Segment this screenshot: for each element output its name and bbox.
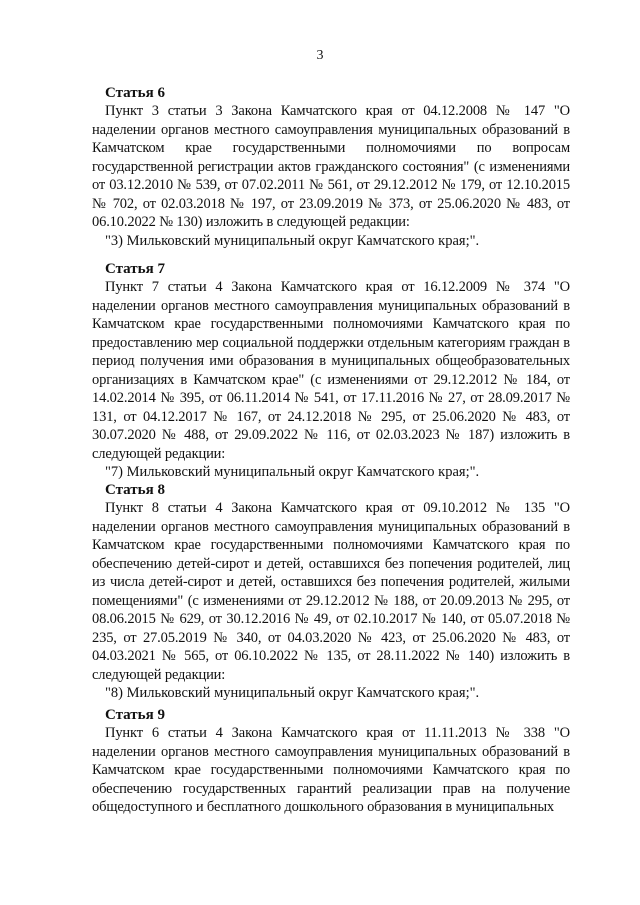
article-quote: "7) Мильковский муниципальный округ Камчатского края;". [105, 464, 480, 480]
article-text: Пункт 6 статьи 4 Закона Камчатского края от 11.11.2013 № 338 "О наделении органов местного самоуправления муниципальных образований в Камчатском крае государственными полномочиями Камчатского края по обеспечению государственных гарантий реализации прав на получение общедоступного и бесплатного дошкольного образования в муниципальных [92, 725, 570, 815]
article-quote: "8) Мильковский муниципальный округ Камчатского края;". [105, 685, 480, 701]
article-9 [92, 706, 570, 817]
article-text: Пункт 3 статьи 3 Закона Камчатского края от 04.12.2008 № 147 "О наделении органов местного самоуправления муниципальных образований в Камчатском крае государственными полномочиями по вопросам государственной регистрации актов гражданского состояния" (с изменениями от 03.12.2010 № 539, от 07.02.2011 № 561, от 29.12.2012 № 179, от 12.10.2015 № 702, от 02.03.2018 № 197, от 23.09.2019 № 373, от 25.06.2020 № 483, от 06.10.2022 № 130) изложить в следующей редакции: [92, 103, 570, 230]
article-text: Пункт 7 статьи 4 Закона Камчатского края от 16.12.2009 № 374 "О наделении органов местного самоуправления муниципальных образований в Камчатском крае государственными полномочиями Камчатского края по предоставлению мер социальной поддержки отдельным категориям граждан в период получения ими образования в муниципальных общеобразовательных организациях в Камчатском крае" (с изменениями от 29.12.2012 № 184, от 14.02.2014 № 395, от 06.11.2014 № 541, от 17.11.2016 № 27, от 28.09.2017 № 131, от 04.12.2017 № 167, от 24.12.2018 № 295, от 25.06.2020 № 483, от 30.07.2020 № 488, от 29.09.2022 № 116, от 02.03.2023 № 187) изложить в следующей редакции: [92, 279, 570, 462]
article-6 [92, 84, 570, 250]
article-title: Статья 7 [105, 261, 165, 277]
article-quote: "3) Мильковский муниципальный округ Камчатского края;". [105, 232, 480, 249]
article-text: Пункт 8 статьи 4 Закона Камчатского края от 09.10.2012 № 135 "О наделении органов местного самоуправления муниципальных образований в Камчатском крае государственными полномочиями Камчатского края по обеспечению детей-сирот и детей, оставшихся без попечения родителей, лиц из числа детей-сирот и детей, оставшихся без попечения родителей, жилыми помещениями" (с изменениями от 29.12.2012 № 188, от 20.09.2013 № 295, от 08.06.2015 № 629, от 30.12.2016 № 49, от 02.10.2017 № 140, от 05.07.2018 № 235, от 27.05.2019 № 340, от 04.03.2020 № 423, от 25.06.2020 № 483, от 04.03.2021 № 565, от 06.10.2022 № 135, от 28.11.2022 № 140) изложить в следующей редакции: [92, 500, 570, 683]
article-title: Статья 6 [105, 85, 165, 101]
article-8 [92, 481, 570, 703]
page-number: 3 [316, 48, 324, 63]
article-title: Статья 8 [105, 482, 165, 498]
article-7 [92, 260, 570, 482]
article-title: Статья 9 [105, 707, 165, 723]
